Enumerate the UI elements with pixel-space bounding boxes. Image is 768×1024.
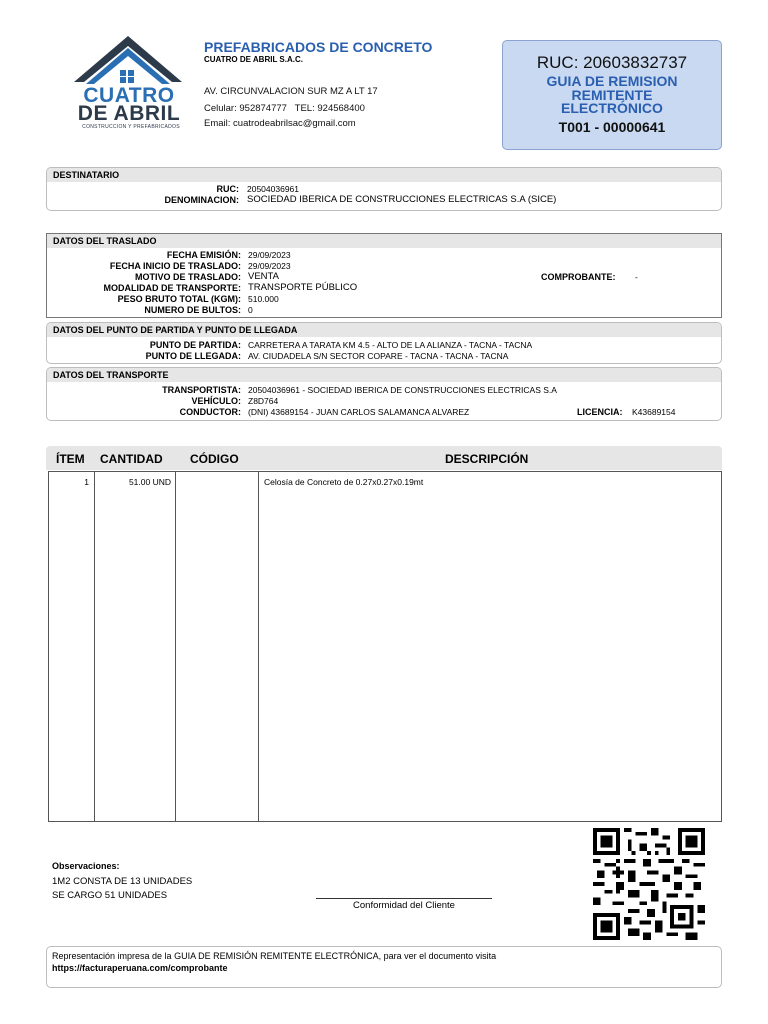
row-item: 1 <box>84 477 89 487</box>
fecha-emision: 29/09/2023 <box>248 250 291 260</box>
field-label: LICENCIA: <box>577 407 623 417</box>
field-label: FECHA INICIO DE TRASLADO: <box>109 261 241 271</box>
document-type-line1: GUIA DE REMISION <box>546 73 678 89</box>
field-label: FECHA EMISIÓN: <box>166 250 241 260</box>
destinatario-denominacion: SOCIEDAD IBERICA DE CONSTRUCCIONES ELECTRICAS S.A (SICE) <box>247 194 557 205</box>
col-header-cantidad: CANTIDAD <box>100 452 163 466</box>
signature-line <box>316 898 492 899</box>
field-label: NUMERO DE BULTOS: <box>144 305 241 315</box>
document-type-line3: ELECTRÓNICO <box>561 100 663 116</box>
numero-bultos: 0 <box>248 305 253 315</box>
items-table-header <box>46 446 722 470</box>
field-label: CONDUCTOR: <box>179 407 241 417</box>
section-title: DATOS DEL PUNTO DE PARTIDA Y PUNTO DE LLEGADA <box>47 323 721 337</box>
footer-box <box>46 946 722 988</box>
row-cantidad: 51.00 UND <box>128 477 171 487</box>
destinatario-ruc: 20504036961 <box>247 184 300 194</box>
company-email: Email: cuatrodeabrilsac@gmail.com <box>204 118 356 129</box>
section-title: DATOS DEL TRANSPORTE <box>47 368 721 382</box>
puntos-section <box>46 322 722 364</box>
field-label: DENOMINACION: <box>164 195 239 205</box>
house-roof-icon <box>66 34 190 90</box>
company-address: AV. CIRCUNVALACION SUR MZ A LT 17 <box>204 86 378 97</box>
col-header-descripcion: DESCRIPCIÓN <box>445 452 529 466</box>
footer-text: Representación impresa de la GUIA DE REMISIÓN REMITENTE ELECTRÓNICA, para ver el documento visita <box>52 951 497 961</box>
conductor: (DNI) 43689154 - JUAN CARLOS SALAMANCA ALVAREZ <box>248 407 470 417</box>
ruc-box <box>502 40 722 150</box>
company-legal-name: CUATRO DE ABRIL S.A.C. <box>204 55 303 64</box>
items-table <box>48 471 722 822</box>
document-number: T001 - 00000641 <box>558 118 666 135</box>
comprobante: - <box>635 272 638 282</box>
logo-tagline: CONSTRUCCION Y PREFABRICADOS <box>82 124 180 130</box>
col-header-item: ÍTEM <box>56 452 85 466</box>
observaciones-title: Observaciones: <box>52 861 120 871</box>
signature-label: Conformidad del Cliente <box>353 900 455 911</box>
transportista: 20504036961 - SOCIEDAD IBERICA DE CONSTRUCCIONES ELECTRICAS S.A <box>248 385 557 395</box>
footer-link[interactable]: https://facturaperuana.com/comprobante <box>52 963 228 973</box>
punto-llegada: AV. CIUDADELA S/N SECTOR COPARE - TACNA - TACNA - TACNA <box>248 351 509 361</box>
field-label: MODALIDAD DE TRANSPORTE: <box>103 283 241 293</box>
document-type <box>503 75 721 116</box>
field-label: PUNTO DE LLEGADA: <box>145 351 241 361</box>
observaciones-line1: 1M2 CONSTA DE 13 UNIDADES <box>52 876 193 887</box>
company-name: PREFABRICADOS DE CONCRETO <box>204 39 433 55</box>
vehiculo: Z8D764 <box>248 396 279 406</box>
modalidad-transporte: TRANSPORTE PÚBLICO <box>248 282 358 293</box>
peso-bruto-total: 510.000 <box>248 294 279 304</box>
transporte-section <box>46 367 722 421</box>
column-divider <box>258 472 259 821</box>
licencia: K43689154 <box>632 407 676 417</box>
row-descripcion: Celosía de Concreto de 0.27x0.27x0.19mt <box>264 477 424 487</box>
logo-line1: CUATRO <box>83 84 175 107</box>
section-title: DESTINATARIO <box>47 168 721 182</box>
traslado-section <box>46 233 722 318</box>
field-label: PESO BRUTO TOTAL (KGM): <box>117 294 241 304</box>
qr-code-icon <box>590 828 708 940</box>
company-logo <box>66 34 190 130</box>
column-divider <box>175 472 176 821</box>
motivo-traslado: VENTA <box>248 271 279 282</box>
section-title: DATOS DEL TRASLADO <box>47 234 721 248</box>
col-header-codigo: CÓDIGO <box>190 452 239 466</box>
issuer-ruc: RUC: 20603832737 <box>536 53 688 72</box>
field-label: VEHÍCULO: <box>191 396 241 406</box>
fecha-inicio-traslado: 29/09/2023 <box>248 261 291 271</box>
company-phones: Celular: 952874777 TEL: 924568400 <box>204 103 365 114</box>
observaciones-line2: SE CARGO 51 UNIDADES <box>52 890 168 901</box>
document-type-line2: REMITENTE <box>571 86 653 103</box>
destinatario-section <box>46 167 722 211</box>
punto-partida: CARRETERA A TARATA KM 4.5 - ALTO DE LA ALIANZA - TACNA - TACNA <box>248 340 533 350</box>
field-label: RUC: <box>216 184 239 194</box>
field-label: TRANSPORTISTA: <box>162 385 241 395</box>
column-divider <box>94 472 95 821</box>
field-label: COMPROBANTE: <box>541 272 616 282</box>
field-label: MOTIVO DE TRASLADO: <box>135 272 241 282</box>
field-label: PUNTO DE PARTIDA: <box>149 340 241 350</box>
logo-line2: DE ABRIL <box>77 102 181 125</box>
